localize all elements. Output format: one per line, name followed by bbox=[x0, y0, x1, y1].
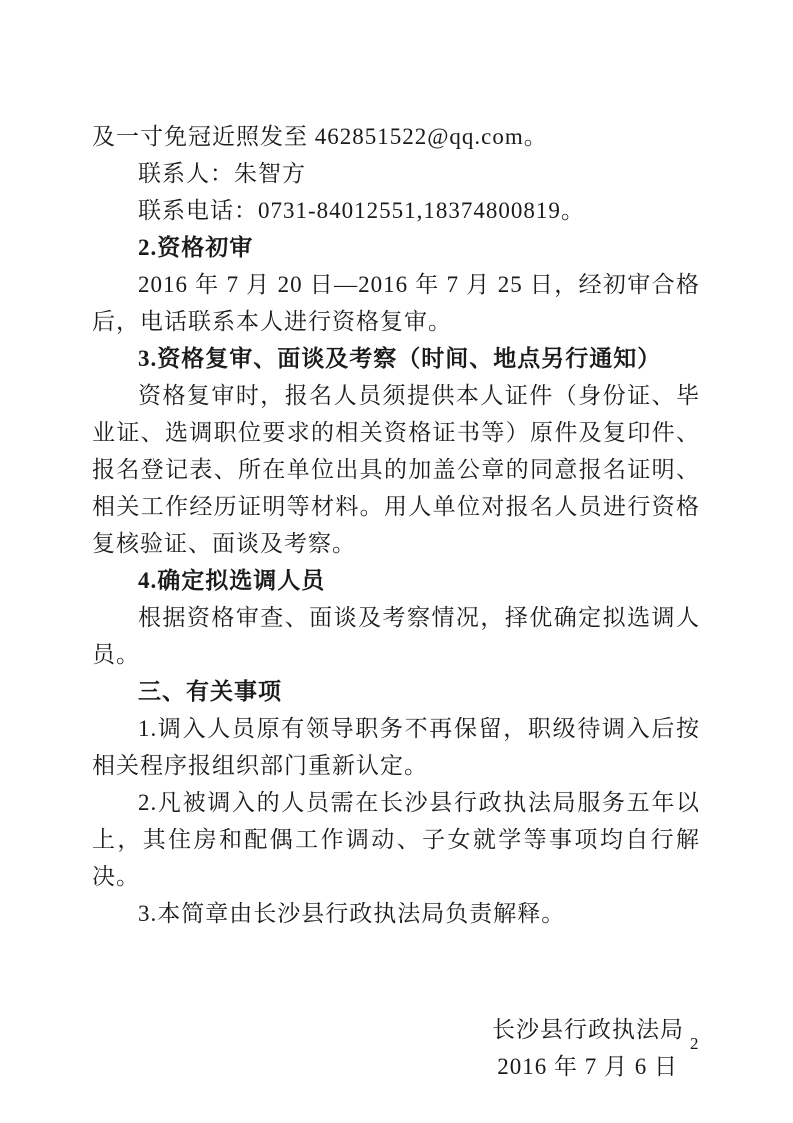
para-matter-2-service-years: 2.凡被调入的人员需在长沙县行政执法局服务五年以上，其住房和配偶工作调动、子女就学等事项均自行解决。 bbox=[92, 790, 700, 889]
heading-3-requalification-interview-inspection: 3.资格复审、面谈及考察（时间、地点另行通知） bbox=[138, 346, 662, 371]
para-matter-1-leadership-position: 1.调入人员原有领导职务不再保留，职级待调入后按相关程序报组织部门重新认定。 bbox=[92, 716, 700, 778]
para-requalification-materials: 资格复审时，报名人员须提供本人证件（身份证、毕业证、选调职位要求的相关资格证书等）原件及复印件、报名登记表、所在单位出具的加盖公章的同意报名证明、相关工作经历证明等材料。用人单位对报名人员进行资格复核验证、面谈及考察。 bbox=[92, 383, 700, 556]
heading-2-initial-qualification-review: 2.资格初审 bbox=[138, 235, 254, 260]
para-matter-3-interpretation: 3.本简章由长沙县行政执法局负责解释。 bbox=[138, 901, 566, 926]
line-contact-phone: 联系电话：0731-84012551,18374800819。 bbox=[138, 198, 585, 223]
line-contact-person: 联系人：朱智方 bbox=[138, 161, 306, 186]
para-continuation-photo-email: 及一寸免冠近照发至 462851522@qq.com。 bbox=[92, 124, 548, 149]
page-number: 2 bbox=[690, 1034, 699, 1053]
heading-4-determine-selected-personnel: 4.确定拟选调人员 bbox=[138, 568, 326, 593]
signature-org: 长沙县行政执法局 bbox=[492, 1017, 684, 1042]
signature-block bbox=[92, 1011, 700, 1085]
signature-date: 2016 年 7 月 6 日 bbox=[497, 1054, 678, 1079]
document-body bbox=[92, 118, 700, 1085]
para-determine-selected-personnel: 根据资格审查、面谈及考察情况，择优确定拟选调人员。 bbox=[92, 605, 700, 667]
heading-section-3-related-matters: 三、有关事项 bbox=[138, 679, 282, 704]
para-initial-review-dates: 2016 年 7 月 20 日—2016 年 7 月 25 日，经初审合格后，电话联系本人进行资格复审。 bbox=[92, 272, 700, 334]
